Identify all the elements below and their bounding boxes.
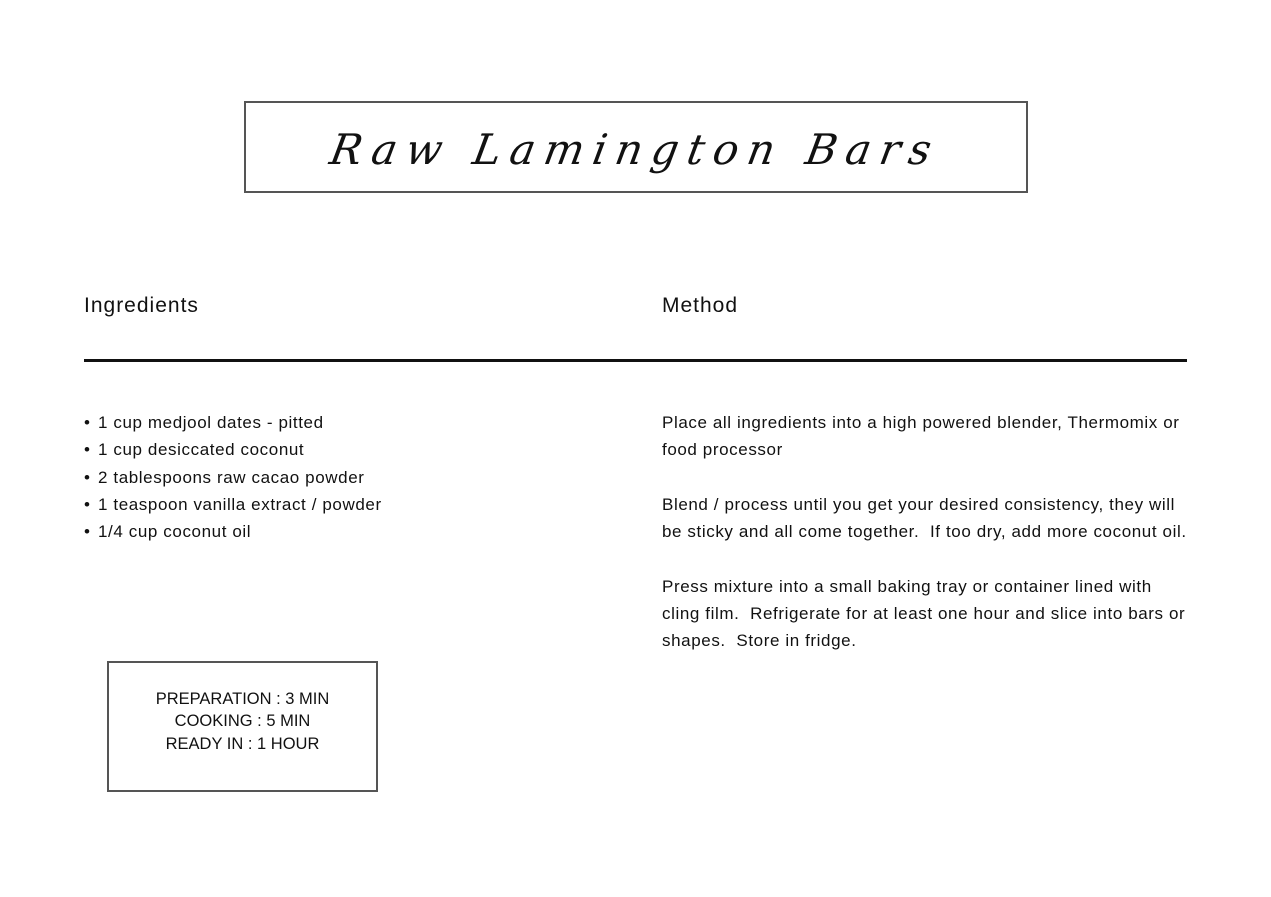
ingredient-text: 2 tablespoons raw cacao powder xyxy=(98,467,365,487)
bullet-icon: • xyxy=(84,494,91,514)
method-step: Place all ingredients into a high powered blender, Thermomix or food processor xyxy=(662,413,1185,460)
section-divider xyxy=(84,359,1187,362)
ingredient-item xyxy=(84,518,382,545)
bullet-icon: • xyxy=(84,467,91,487)
method-step: Press mixture into a small baking tray or container lined with cling film. Refrigerate for at least one hour and slice into bars or shapes. Store in fridge. xyxy=(662,576,1191,651)
preparation-time: PREPARATION : 3 MIN xyxy=(155,689,330,708)
ingredient-text: 1 cup medjool dates - pitted xyxy=(98,413,324,432)
bullet-icon: • xyxy=(84,522,91,542)
method-step: Blend / process until you get your desired consistency, they will be sticky and all come together. If too dry, add more coconut oil. xyxy=(662,494,1187,542)
ingredient-item xyxy=(84,491,382,518)
ingredient-item xyxy=(84,436,382,463)
bullet-icon: • xyxy=(84,413,91,432)
ingredient-item xyxy=(84,409,382,436)
bullet-icon: • xyxy=(84,440,91,460)
ready-time: READY IN : 1 HOUR xyxy=(165,734,320,753)
recipe-title-box xyxy=(244,101,1028,193)
method-steps xyxy=(662,409,1192,682)
times-box xyxy=(107,661,378,792)
recipe-title: Raw Lamington Bars xyxy=(326,124,945,174)
ingredient-text: 1/4 cup coconut oil xyxy=(98,522,252,542)
ingredients-heading: Ingredients xyxy=(84,294,199,317)
ingredient-item xyxy=(84,464,382,491)
ingredients-list xyxy=(84,409,382,545)
ingredient-text: 1 teaspoon vanilla extract / powder xyxy=(98,494,382,514)
method-heading: Method xyxy=(662,294,739,317)
cooking-time: COOKING : 5 MIN xyxy=(174,712,311,731)
ingredient-text: 1 cup desiccated coconut xyxy=(98,440,305,460)
